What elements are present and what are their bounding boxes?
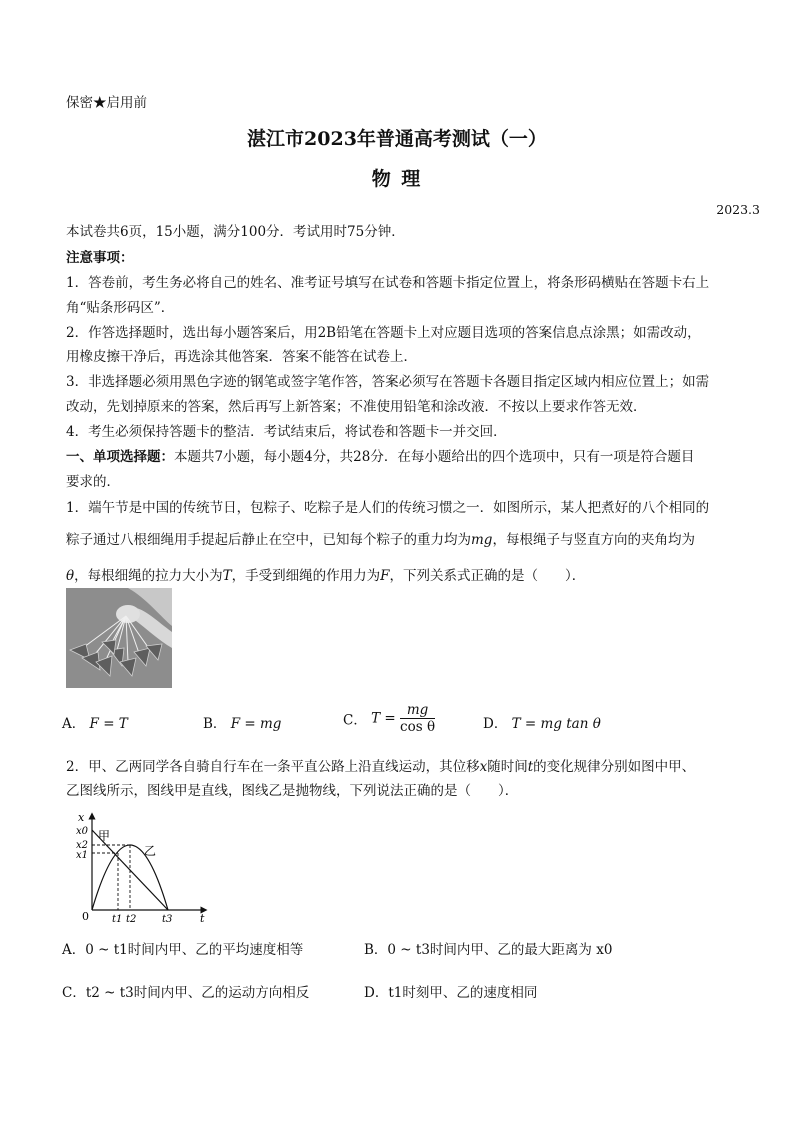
q1-text: 粽子通过八根细绳用手提起后静止在空中，已知每个粽子的重力均为 [66,532,471,548]
q2-option-a[interactable]: A．0 ~ t1时间内甲、乙的平均速度相等 [62,942,304,958]
option-expr: T = [371,710,396,727]
xt-graph [70,810,215,925]
note-line: 角“贴条形码区”． [66,300,175,316]
note-line: 2．作答选择题时，选出每小题答案后，用2B铅笔在答题卡上对应题目选项的答案信息点涂黑；如需改动， [66,325,701,341]
label-t1: t1 [112,914,123,925]
fraction [400,702,435,735]
q2-var-x: x [479,759,488,775]
label-jia: 甲 [98,829,111,843]
label-x1: x1 [76,850,89,861]
q1-text: ，每根绳子与竖直方向的夹角均为 [492,532,695,548]
q2-var-t: t [527,759,534,775]
q2-option-d[interactable]: D．t1时刻甲、乙的速度相同 [364,985,538,1001]
note-line: 4．考生必须保持答题卡的整洁．考试结束后，将试卷和答题卡一并交回． [66,424,507,440]
exam-date: 2023.3 [716,202,760,217]
notice-heading: 注意事项： [66,250,134,266]
label-yi: 乙 [144,844,157,858]
q2-line2: 乙图线所示，图线甲是直线，图线乙是抛物线，下列说法正确的是（ ）． [66,783,519,799]
q1-text: ，手受到细绳的作用力为 [231,568,381,584]
zongzi-photo [66,588,172,688]
q2-option-c[interactable]: C．t2 ~ t3时间内甲、乙的运动方向相反 [62,985,310,1001]
note-line: 1．答卷前，考生务必将自己的姓名、准考证号填写在试卷和答题卡指定位置上，将条形码横贴在答题卡右上 [66,275,710,291]
section-desc: 本题共7小题，每小题4分，共28分．在每小题给出的四个选项中，只有一项是符合题目 [174,449,695,465]
note-line: 用橡皮擦干净后，再选涂其他答案．答案不能答在试卷上． [66,349,417,365]
option-expr: F = T [89,716,128,732]
q1-option-c[interactable] [343,702,435,735]
q1-text: ，下列关系式正确的是（ ）． [389,568,586,584]
q1-line3 [66,566,585,586]
t-axis-label: t [200,912,205,925]
q1-var-F: F [380,568,390,584]
label-t2: t2 [126,914,137,925]
q1-var-mg: mg [471,532,493,548]
label-t3: t3 [162,914,173,925]
option-label: D． [483,716,508,732]
exam-summary: 本试卷共6页，15小题，满分100分．考试用时75分钟． [66,224,405,240]
q1-line2 [66,530,695,550]
label-x0: x0 [76,826,89,837]
q1-var-theta: θ [66,568,75,584]
q2-text: 随时间 [487,759,528,775]
q1-text: ，每根细绳的拉力大小为 [74,568,223,584]
y-axis-label: x [78,811,85,824]
label-x2: x2 [76,840,89,851]
section-desc-cont: 要求的． [66,474,120,490]
fraction-denominator: cos θ [400,719,436,735]
q2-text: 的变化规律分别如图中甲、 [533,759,696,775]
q2-option-b[interactable]: B．0 ~ t3时间内甲、乙的最大距离为 x0 [364,942,613,958]
q2-text: 2．甲、乙两同学各自骑自行车在一条平直公路上沿直线运动，其位移 [66,759,480,775]
q1-var-T: T [222,568,232,584]
option-label: B． [203,716,227,732]
option-label: C． [343,712,367,729]
q1-option-b[interactable] [203,712,281,732]
origin-label: 0 [82,910,89,923]
option-expr: F = mg [230,716,282,732]
q2-line1 [66,757,695,777]
fraction-numerator: mg [400,702,435,719]
note-line: 3．非选择题必须用黑色字迹的钢笔或签字笔作答，答案必须写在答题卡各题目指定区域内相应位置上；如需 [66,374,710,390]
section-heading-line [66,447,694,467]
q1-option-a[interactable] [62,712,128,732]
option-expr: T = mg tan θ [511,716,601,732]
note-line: 改动，先划掉原来的答案，然后再写上新答案；不准使用铅笔和涂改液．不按以上要求作答无效． [66,399,647,415]
exam-title: 湛江市2023年普通高考测试（一） [247,128,547,150]
q1-line1: 1．端午节是中国的传统节日，包粽子、吃粽子是人们的传统习惯之一．如图所示，某人把煮好的八个相同的 [66,500,710,516]
option-label: A． [62,716,86,732]
confidential-label: 保密★启用前 [66,95,147,111]
q1-option-d[interactable] [483,712,601,732]
section-heading: 一、单项选择题： [66,449,174,465]
subject-title: 物 理 [371,168,423,190]
